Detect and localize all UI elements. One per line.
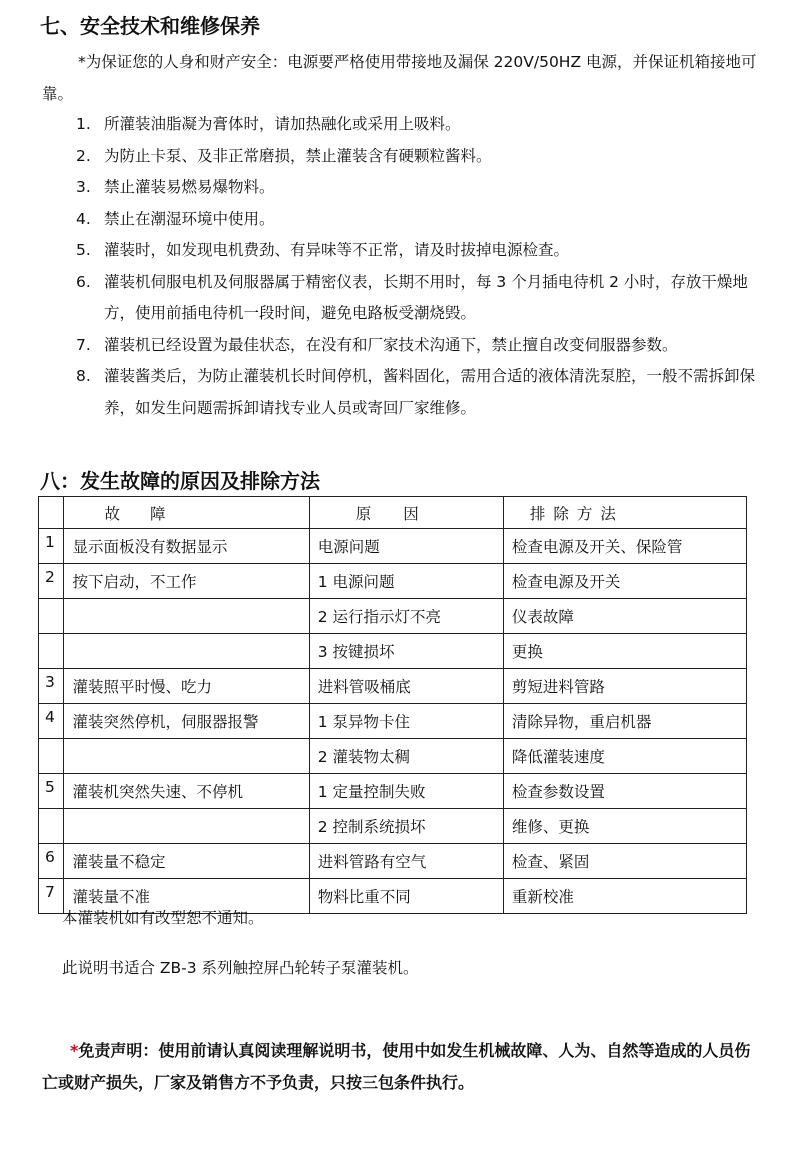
row-fix: 检查参数设置 (503, 774, 746, 809)
row-fault (64, 739, 309, 774)
section-7-title: 七、安全技术和维修保养 (40, 14, 260, 38)
row-fault: 灌装量不稳定 (64, 844, 309, 879)
rule-number: 7. (76, 335, 91, 354)
rule-number: 4. (76, 209, 91, 228)
rule-item (68, 267, 768, 330)
row-cause: 进料管路有空气 (309, 844, 503, 879)
row-fault (64, 809, 309, 844)
row-cause: 1 定量控制失败 (309, 774, 503, 809)
rule-item (68, 141, 768, 173)
row-fault: 按下启动，不工作 (64, 564, 309, 599)
applies-to-note: 此说明书适合 ZB-3 系列触控屏凸轮转子泵灌装机。 (62, 959, 419, 977)
row-cause: 1 泵异物卡住 (309, 704, 503, 739)
row-num: 1 (39, 529, 64, 564)
disclaimer-text: 免责声明：使用前请认真阅读理解说明书，使用中如发生机械故障、人为、自然等造成的人员伤亡或财产损失，厂家及销售方不予负责，只按三包条件执行。 (42, 1041, 751, 1092)
safety-note: *为保证您的人身和财产安全：电源要严格使用带接地及漏保 220V/50HZ 电源，并保证机箱接地可靠。 (42, 53, 757, 103)
rule-number: 2. (76, 146, 91, 165)
row-num: 6 (39, 844, 64, 879)
rule-text: 禁止灌装易燃易爆物料。 (104, 178, 275, 196)
row-fix: 清除异物，重启机器 (503, 704, 746, 739)
row-cause: 2 灌装物太稠 (309, 739, 503, 774)
disclaimer (42, 1035, 762, 1099)
rule-text: 为防止卡泵、及非正常磨损，禁止灌装含有硬颗粒酱料。 (104, 146, 492, 165)
rule-text: 所灌装油脂凝为膏体时，请加热融化或采用上吸料。 (104, 115, 461, 133)
row-fix: 降低灌装速度 (503, 739, 746, 774)
table-header-row (39, 497, 747, 529)
row-fix: 重新校准 (503, 879, 746, 914)
table-row (39, 529, 747, 564)
row-fix: 检查电源及开关 (503, 564, 746, 599)
rule-number: 3. (76, 178, 91, 196)
table-row (39, 704, 747, 739)
rule-number: 1. (76, 115, 91, 133)
row-num (39, 599, 64, 634)
row-fault: 灌装机突然失速、不停机 (64, 774, 309, 809)
rule-text: 灌装机伺服电机及伺服器属于精密仪表，长期不用时，每 3 个月插电待机 2 小时，存放干燥地方，使用前插电待机一段时间，避免电路板受潮烧毁。 (104, 272, 748, 322)
row-fault: 灌装量不准 (64, 879, 309, 914)
row-fix: 检查、紧固 (503, 844, 746, 879)
row-fix: 剪短进料管路 (503, 669, 746, 704)
table-row (39, 809, 747, 844)
table-row (39, 844, 747, 879)
row-num (39, 809, 64, 844)
row-num: 3 (39, 669, 64, 704)
row-cause: 2 运行指示灯不亮 (309, 599, 503, 634)
rule-text: 灌装机已经设置为最佳状态，在没有和厂家技术沟通下，禁止擅自改变伺服器参数。 (104, 335, 678, 354)
row-fault (64, 634, 309, 669)
table-row (39, 564, 747, 599)
table-row (39, 739, 747, 774)
header-cause: 原因 (309, 497, 503, 529)
safety-rules-list (68, 109, 768, 424)
row-cause: 电源问题 (309, 529, 503, 564)
row-cause: 进料管吸桶底 (309, 669, 503, 704)
row-num: 4 (39, 704, 64, 739)
row-cause: 1 电源问题 (309, 564, 503, 599)
row-num (39, 739, 64, 774)
rule-text: 禁止在潮湿环境中使用。 (104, 209, 275, 228)
row-fix: 维修、更换 (503, 809, 746, 844)
header-num (39, 497, 64, 529)
row-num (39, 634, 64, 669)
rule-text: 灌装时，如发现电机费劲、有异味等不正常，请及时拔掉电源检查。 (104, 241, 570, 259)
table-row (39, 634, 747, 669)
row-cause: 2 控制系统损坏 (309, 809, 503, 844)
rule-item (68, 330, 768, 362)
rule-number: 8. (76, 367, 91, 385)
row-num: 7 (39, 879, 64, 914)
row-fault: 灌装突然停机，伺服器报警 (64, 704, 309, 739)
header-fix: 排除方法 (503, 497, 746, 529)
change-notice: 本灌装机如有改型恕不通知。 (62, 909, 264, 927)
row-fix: 更换 (503, 634, 746, 669)
rule-number: 5. (76, 241, 91, 259)
row-cause: 3 按键损坏 (309, 634, 503, 669)
rule-item (68, 204, 768, 236)
row-fix: 仪表故障 (503, 599, 746, 634)
header-fault: 故障 (64, 497, 309, 529)
table-row (39, 669, 747, 704)
fault-table (38, 496, 747, 914)
row-num: 2 (39, 564, 64, 599)
section-8-title: 八：发生故障的原因及排除方法 (40, 469, 320, 493)
row-num: 5 (39, 774, 64, 809)
table-row (39, 599, 747, 634)
rule-item (68, 361, 768, 424)
disclaimer-star: * (70, 1041, 79, 1060)
rule-item (68, 235, 768, 267)
row-cause: 物料比重不同 (309, 879, 503, 914)
rule-number: 6. (76, 272, 91, 291)
rule-item (68, 109, 768, 141)
rule-text: 灌装酱类后，为防止灌装机长时间停机，酱料固化，需用合适的液体清洗泵腔，一般不需拆卸保养，如发生问题需拆卸请找专业人员或寄回厂家维修。 (104, 367, 756, 417)
rule-item (68, 172, 768, 204)
row-fault (64, 599, 309, 634)
row-fault: 灌装照平时慢、吃力 (64, 669, 309, 704)
row-fix: 检查电源及开关、保险管 (503, 529, 746, 564)
table-row (39, 774, 747, 809)
row-fault: 显示面板没有数据显示 (64, 529, 309, 564)
